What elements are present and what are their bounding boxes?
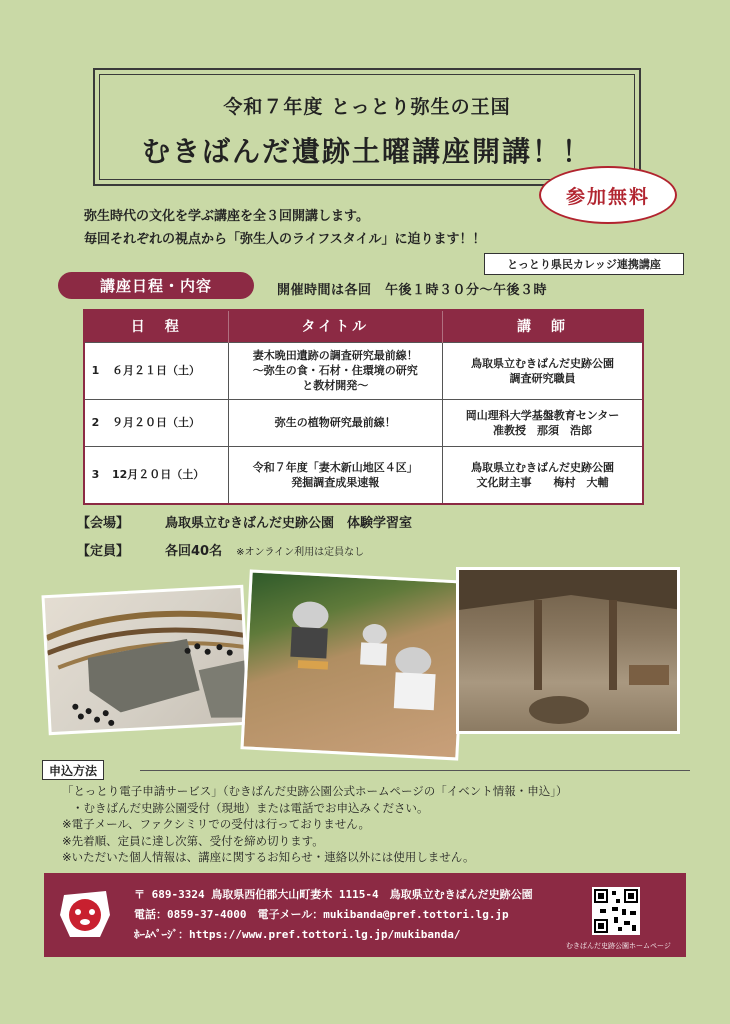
row-lecturer bbox=[443, 399, 643, 446]
title-line: 発掘調査成果速報 bbox=[291, 475, 380, 489]
table-row bbox=[84, 446, 643, 504]
venue-line bbox=[77, 512, 412, 531]
grain-and-stone-illustration bbox=[45, 588, 251, 736]
footer-contact bbox=[134, 885, 533, 945]
header-title: タイトル bbox=[228, 310, 443, 342]
title-line: と教材開発～ bbox=[302, 379, 369, 392]
photo-excavation bbox=[240, 569, 467, 760]
venue-label: 【会場】 bbox=[77, 516, 130, 531]
table-header-row bbox=[84, 310, 643, 342]
title-line: 妻木晩田遺跡の調査研究最前線！ bbox=[252, 349, 418, 362]
venue-value: 鳥取県立むきばんだ史跡公園 体験学習室 bbox=[165, 516, 413, 531]
row-title bbox=[228, 342, 443, 399]
title-subtitle: 令和７年度 とっとり弥生の王国 bbox=[223, 96, 511, 118]
row-title bbox=[228, 446, 443, 504]
college-tag: とっとり県民カレッジ連携講座 bbox=[484, 253, 684, 275]
lecturer-line: 調査研究職員 bbox=[509, 371, 576, 385]
header-lecturer: 講 師 bbox=[443, 310, 643, 342]
page-title: むきばんだ遺跡土曜講座開講！！ bbox=[141, 135, 592, 168]
qr-label: むきばんだ史跡公園ホームページ bbox=[566, 942, 671, 950]
capacity-label: 【定員】 bbox=[77, 544, 130, 559]
apply-line: 「とっとり電子申請サービス」（むきばんだ史跡公園公式ホームページの「イベント情報・申込」） bbox=[62, 784, 568, 798]
excavation-illustration bbox=[243, 573, 467, 761]
intro-line: 弥生時代の文化を学ぶ講座を全３回開講します。 bbox=[84, 209, 369, 224]
free-badge: 参加無料 bbox=[539, 166, 677, 224]
row-number: 2 bbox=[84, 399, 106, 446]
row-date: ９月２０日（土） bbox=[106, 399, 228, 446]
row-date: 12月２０日（土） bbox=[106, 446, 228, 504]
footer-phone-email[interactable]: 電話：0859-37-4000 電子メール：mukibanda@pref.tottori.lg.jp bbox=[134, 908, 509, 921]
apply-line: ※いただいた個人情報は、講座に関するお知らせ・連絡以外には使用しません。 bbox=[62, 850, 475, 864]
row-date: ６月２１日（土） bbox=[106, 342, 228, 399]
photo-pit-dwelling-interior bbox=[456, 567, 680, 734]
title-line: 弥生の植物研究最前線！ bbox=[274, 416, 396, 429]
apply-label: 申込方法 bbox=[42, 760, 104, 780]
apply-line: ※電子メール、ファクシミリでの受付は行っておりません。 bbox=[62, 817, 370, 831]
schedule-section-label: 講座日程・内容 bbox=[58, 272, 254, 299]
schedule-table bbox=[83, 309, 644, 505]
apply-instructions bbox=[62, 783, 568, 866]
apply-line: ・むきばんだ史跡公園受付（現地）または電話でお申込みください。 bbox=[72, 800, 429, 815]
time-text: 開催時間は各回 午後１時３０分～午後３時 bbox=[277, 283, 548, 298]
row-number: 3 bbox=[84, 446, 106, 504]
qr-code-icon[interactable] bbox=[592, 887, 640, 935]
row-title bbox=[228, 399, 443, 446]
title-line: 令和７年度「妻木新山地区４区」 bbox=[252, 460, 418, 474]
table-row bbox=[84, 342, 643, 399]
capacity-line bbox=[77, 540, 364, 559]
table-row bbox=[84, 399, 643, 446]
title-box bbox=[93, 68, 641, 186]
intro-line: 毎回それぞれの視点から「弥生人のライフスタイル」に迫ります！！ bbox=[84, 232, 486, 247]
capacity-value: 各回40名 bbox=[165, 544, 223, 559]
photo-rice-and-stone-tools bbox=[41, 585, 250, 735]
mascot-logo bbox=[56, 885, 114, 943]
footer-homepage[interactable]: ﾎｰﾑﾍﾟｰｼﾞ：https://www.pref.tottori.lg.jp/mukibanda/ bbox=[134, 928, 461, 941]
dwelling-illustration bbox=[459, 570, 680, 734]
header-date: 日 程 bbox=[84, 310, 228, 342]
apply-line: ※先着順、定員に達し次第、受付を締め切ります。 bbox=[62, 833, 324, 848]
lecturer-line: 文化財主事 梅村 大輔 bbox=[476, 475, 609, 489]
row-lecturer bbox=[443, 342, 643, 399]
footer-address: 〒 689-3324 鳥取県西伯郡大山町妻木 1115-4 鳥取県立むきばんだ史跡公園 bbox=[134, 888, 533, 901]
row-lecturer bbox=[443, 446, 643, 504]
lecturer-line: 岡山理科大学基盤教育センター bbox=[465, 408, 620, 422]
divider bbox=[140, 770, 690, 771]
row-number: 1 bbox=[84, 342, 106, 399]
lecturer-line: 鳥取県立むきばんだ史跡公園 bbox=[471, 460, 615, 474]
lecturer-line: 鳥取県立むきばんだ史跡公園 bbox=[471, 356, 615, 370]
footer bbox=[44, 873, 686, 957]
capacity-note: ※オンライン利用は定員なし bbox=[236, 547, 365, 558]
intro-text bbox=[84, 205, 485, 251]
title-line: ～弥生の食・石材・住環境の研究 bbox=[252, 364, 418, 377]
lecturer-line: 准教授 那須 浩郎 bbox=[493, 423, 593, 437]
